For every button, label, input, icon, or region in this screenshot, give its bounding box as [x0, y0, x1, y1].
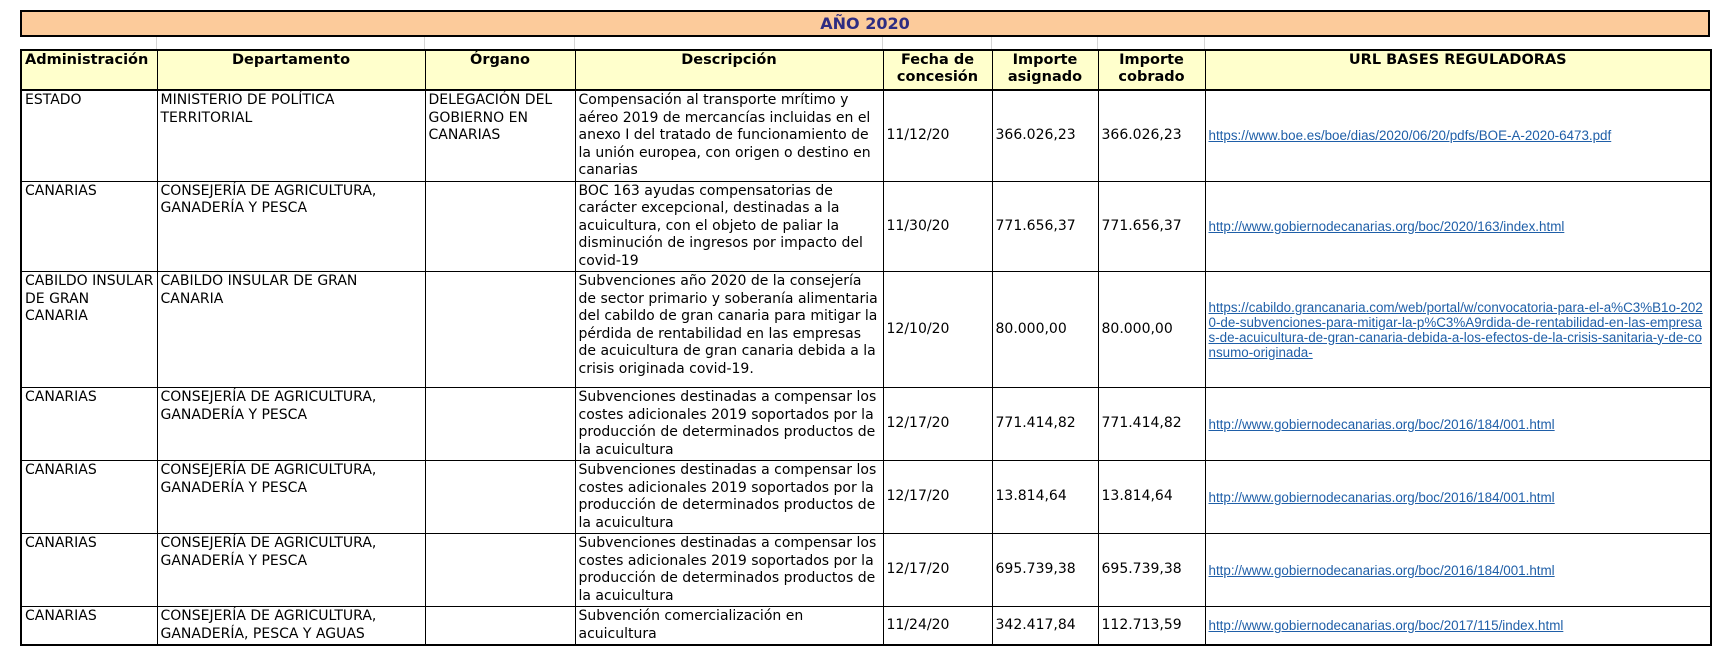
cell-departamento: CONSEJERÍA DE AGRICULTURA, GANADERÍA, PESCA Y AGUAS [157, 607, 425, 646]
cell-fecha: 12/17/20 [883, 388, 992, 461]
header-row [21, 50, 1711, 90]
table-row [21, 461, 1711, 534]
table-row [21, 272, 1711, 388]
cell-fecha: 11/30/20 [883, 181, 992, 272]
cell-fecha: 12/10/20 [883, 272, 992, 388]
cell-importe-asignado: 13.814,64 [992, 461, 1098, 534]
cell-url [1205, 607, 1711, 646]
cell-importe-cobrado: 13.814,64 [1098, 461, 1205, 534]
header-url: URL BASES REGULADORAS [1205, 50, 1711, 90]
cell-importe-asignado: 695.739,38 [992, 534, 1098, 607]
cell-organo [425, 181, 575, 272]
cell-url [1205, 461, 1711, 534]
cell-administracion: CANARIAS [21, 181, 157, 272]
cell-administracion: CABILDO INSULAR DE GRAN CANARIA [21, 272, 157, 388]
cell-importe-cobrado: 695.739,38 [1098, 534, 1205, 607]
header-descripcion: Descripción [575, 50, 883, 90]
cell-importe-cobrado: 366.026,23 [1098, 90, 1205, 181]
cell-administracion: CANARIAS [21, 607, 157, 646]
cell-administracion: CANARIAS [21, 388, 157, 461]
cell-departamento: CONSEJERÍA DE AGRICULTURA, GANADERÍA Y PESCA [157, 181, 425, 272]
header-fecha: Fecha de concesión [883, 50, 992, 90]
cell-fecha: 12/17/20 [883, 534, 992, 607]
cell-descripcion: BOC 163 ayudas compensatorias de carácter excepcional, destinadas a la acuicultura, con el objeto de paliar la disminución de ingresos por impacto del covid-19 [575, 181, 883, 272]
cell-organo [425, 272, 575, 388]
url-link[interactable]: http://www.gobiernodecanarias.org/boc/2016/184/001.html [1208, 416, 1555, 432]
cell-importe-cobrado: 112.713,59 [1098, 607, 1205, 646]
table-row [21, 607, 1711, 646]
year-banner: AÑO 2020 [20, 10, 1710, 37]
cell-importe-cobrado: 771.656,37 [1098, 181, 1205, 272]
cell-url [1205, 90, 1711, 181]
table-row [21, 181, 1711, 272]
cell-descripcion: Subvenciones año 2020 de la consejería de sector primario y soberanía alimentaria del cabildo de gran canaria para mitigar la pérdida de rentabilidad en las empresas de acuicultura de gran canaria debida a la crisis originada covid-19. [575, 272, 883, 388]
url-link[interactable]: http://www.gobiernodecanarias.org/boc/2020/163/index.html [1208, 218, 1565, 234]
cell-organo [425, 607, 575, 646]
cell-descripcion: Subvenciones destinadas a compensar los costes adicionales 2019 soportados por la producción de determinados productos de la acuicultura [575, 461, 883, 534]
cell-organo [425, 534, 575, 607]
cell-descripcion: Subvención comercialización en acuicultura [575, 607, 883, 646]
table-row [21, 388, 1711, 461]
cell-organo [425, 388, 575, 461]
url-link[interactable]: http://www.gobiernodecanarias.org/boc/2017/115/index.html [1208, 618, 1564, 633]
header-importe-asignado: Importe asignado [992, 50, 1098, 90]
table-row [21, 534, 1711, 607]
cell-descripcion: Subvenciones destinadas a compensar los costes adicionales 2019 soportados por la producción de determinados productos de la acuicultura [575, 534, 883, 607]
cell-departamento: CONSEJERÍA DE AGRICULTURA, GANADERÍA Y PESCA [157, 534, 425, 607]
header-administracion: Administración [21, 50, 157, 90]
cell-administracion: CANARIAS [21, 461, 157, 534]
cell-descripcion: Compensación al transporte mrítimo y aéreo 2019 de mercancías incluidas en el anexo I del tratado de funcionamiento de la unión europea, con origen o destino en canarias [575, 90, 883, 181]
url-link[interactable]: http://www.gobiernodecanarias.org/boc/2016/184/001.html [1208, 489, 1555, 505]
cell-importe-asignado: 342.417,84 [992, 607, 1098, 646]
cell-importe-asignado: 771.414,82 [992, 388, 1098, 461]
cell-departamento: CONSEJERÍA DE AGRICULTURA, GANADERÍA Y PESCA [157, 388, 425, 461]
cell-fecha: 11/12/20 [883, 90, 992, 181]
url-link[interactable]: http://www.gobiernodecanarias.org/boc/2016/184/001.html [1208, 562, 1555, 578]
cell-importe-cobrado: 771.414,82 [1098, 388, 1205, 461]
spacer-gridlines [20, 37, 1710, 49]
cell-organo: DELEGACIÓN DEL GOBIERNO EN CANARIAS [425, 90, 575, 181]
url-link[interactable]: https://cabildo.grancanaria.com/web/portal/w/convocatoria-para-el-a%C3%B1o-2020-de-subvenciones-para-mitigar-la-p%C3%A9rdida-de-rentabilidad-en-las-empresas-de-acuicultura-de-gran-canaria-debida-a-los-efectos-de-la-crisis-sanitaria-y-de-consumo-originada- [1208, 299, 1703, 360]
cell-departamento: MINISTERIO DE POLÍTICA TERRITORIAL [157, 90, 425, 181]
header-departamento: Departamento [157, 50, 425, 90]
cell-importe-asignado: 771.656,37 [992, 181, 1098, 272]
cell-departamento: CONSEJERÍA DE AGRICULTURA, GANADERÍA Y PESCA [157, 461, 425, 534]
cell-url [1205, 388, 1711, 461]
header-organo: Órgano [425, 50, 575, 90]
url-link[interactable]: https://www.boe.es/boe/dias/2020/06/20/pdfs/BOE-A-2020-6473.pdf [1208, 128, 1612, 144]
cell-importe-asignado: 80.000,00 [992, 272, 1098, 388]
header-importe-cobrado: Importe cobrado [1098, 50, 1205, 90]
cell-fecha: 12/17/20 [883, 461, 992, 534]
cell-departamento: CABILDO INSULAR DE GRAN CANARIA [157, 272, 425, 388]
cell-url [1205, 534, 1711, 607]
cell-url [1205, 181, 1711, 272]
cell-administracion: CANARIAS [21, 534, 157, 607]
table-row [21, 90, 1711, 181]
cell-fecha: 11/24/20 [883, 607, 992, 646]
cell-administracion: ESTADO [21, 90, 157, 181]
cell-descripcion: Subvenciones destinadas a compensar los costes adicionales 2019 soportados por la producción de determinados productos de la acuicultura [575, 388, 883, 461]
cell-importe-cobrado: 80.000,00 [1098, 272, 1205, 388]
subsidies-table [20, 49, 1712, 646]
cell-importe-asignado: 366.026,23 [992, 90, 1098, 181]
cell-url [1205, 272, 1711, 388]
cell-organo [425, 461, 575, 534]
